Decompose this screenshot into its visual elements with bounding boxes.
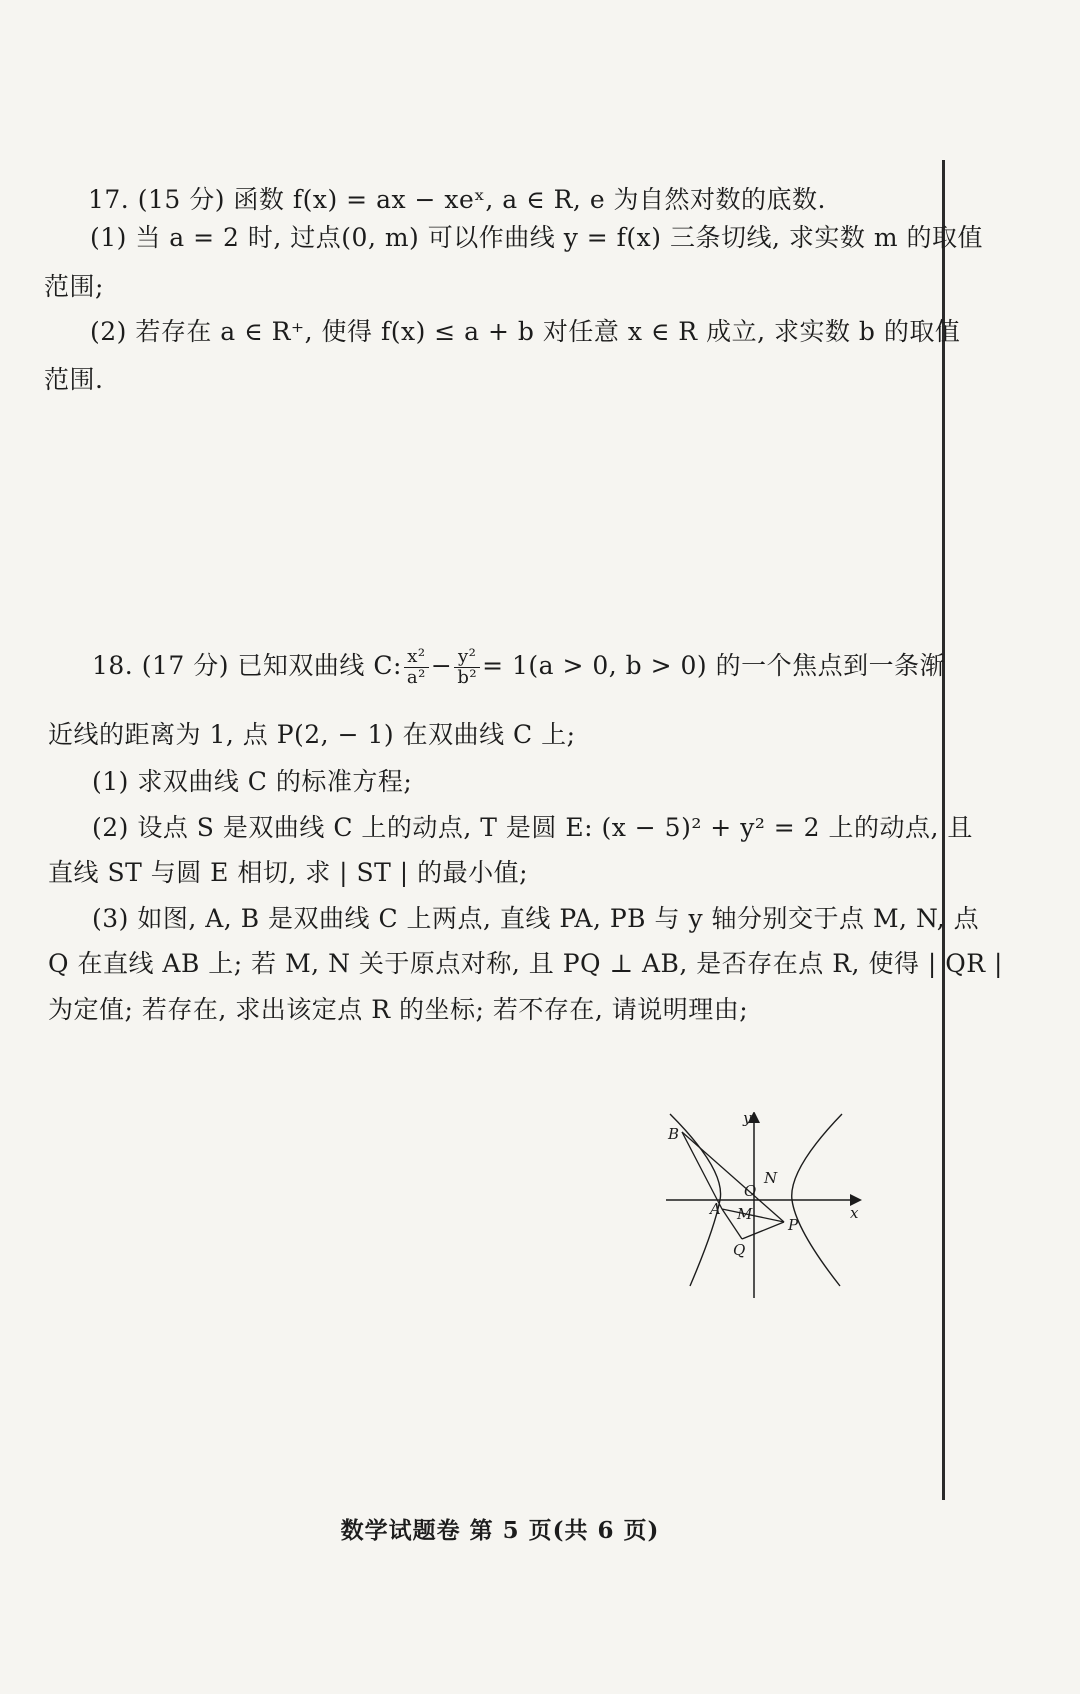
q17-part2-line2: 范围. — [44, 365, 104, 394]
label-p: P — [788, 1216, 799, 1234]
hyperbola-figure — [664, 1112, 904, 1348]
label-o: O — [744, 1182, 757, 1200]
line-ab — [682, 1132, 722, 1209]
frac1-denominator: a² — [406, 667, 426, 688]
label-m: M — [737, 1205, 753, 1223]
label-y: y — [743, 1112, 752, 1127]
q18-part3-line3: 为定值; 若存在, 求出该定点 R 的坐标; 若不存在, 请说明理由; — [48, 995, 749, 1024]
x-squared-over-a-squared — [404, 647, 429, 688]
label-b: B — [668, 1125, 680, 1143]
frac2-denominator: b² — [457, 667, 478, 688]
q18-part3-line2: Q 在直线 AB 上; 若 M, N 关于原点对称, 且 PQ ⊥ AB, 是否存在点 R, 使得 | QR | — [48, 949, 1003, 978]
q18-part2-line2: 直线 ST 与圆 E 相切, 求 | ST | 的最小值; — [48, 858, 529, 887]
q18-heading-suffix: = 1(a > 0, b > 0) 的一个焦点到一条渐 — [482, 651, 946, 680]
label-q: Q — [733, 1241, 746, 1259]
frac2-numerator: y² — [454, 647, 480, 668]
q17-part1-line1: (1) 当 a = 2 时, 过点(0, m) 可以作曲线 y = f(x) 三条切线, 求实数 m 的取值 — [90, 223, 983, 252]
frac1-numerator: x² — [404, 647, 429, 668]
y-squared-over-b-squared — [454, 647, 480, 688]
q18-heading-prefix: 18. (17 分) 已知双曲线 C: — [92, 651, 402, 680]
label-x: x — [850, 1204, 859, 1222]
q18-line2: 近线的距离为 1, 点 P(2, − 1) 在双曲线 C 上; — [48, 720, 576, 749]
minus-sign: − — [430, 651, 453, 680]
q18-part3-line1: (3) 如图, A, B 是双曲线 C 上两点, 直线 PA, PB 与 y 轴分别交于点 M, N, 点 — [92, 904, 980, 933]
q17-part1-line2: 范围; — [44, 272, 104, 301]
line-pa — [722, 1209, 784, 1222]
q18-part2-line1: (2) 设点 S 是双曲线 C 上的动点, T 是圆 E: (x − 5)² + y² = 2 上的动点, 且 — [92, 813, 973, 842]
label-n: N — [764, 1169, 778, 1187]
label-a: A — [710, 1200, 721, 1218]
page-footer: 数学试题卷 第 5 页(共 6 页) — [340, 1517, 660, 1544]
q18-heading — [92, 646, 945, 688]
q17-part2-line1: (2) 若存在 a ∈ R⁺, 使得 f(x) ≤ a + b 对任意 x ∈ R 成立, 求实数 b 的取值 — [90, 317, 961, 346]
q18-part1: (1) 求双曲线 C 的标准方程; — [92, 767, 413, 796]
q17-heading: 17. (15 分) 函数 f(x) = ax − xeˣ, a ∈ R, e 为自然对数的底数. — [88, 185, 827, 214]
line-pq — [742, 1222, 784, 1239]
